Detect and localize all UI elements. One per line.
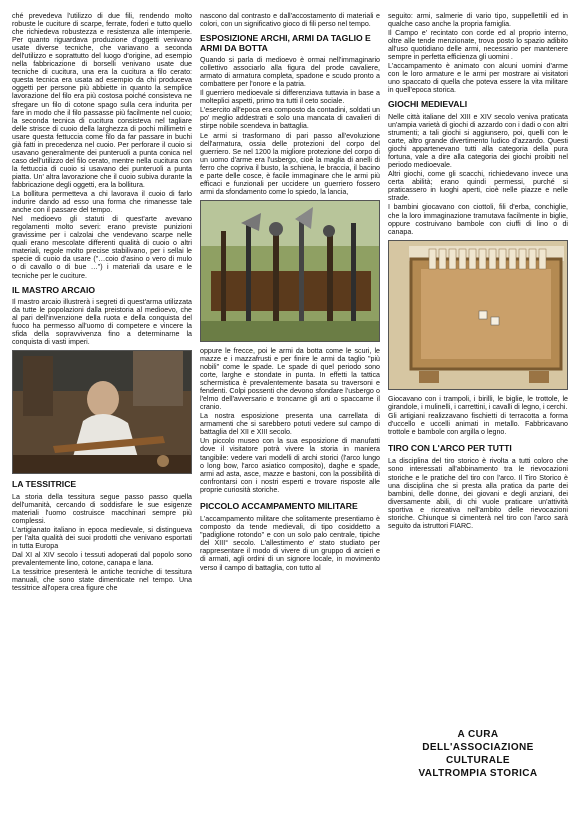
credit-line: A CURA: [457, 729, 499, 740]
archer-craftsman-illustration: [13, 351, 192, 474]
heading-tessitrice: LA TESSITRICE: [12, 479, 77, 490]
col3-intro: L'accampamento è animato con alcuni uomini d'arme con le loro armature e le armi per mostrare ai visitatori uno spaccato di quella che poteva essere la vita militare in quell'epoca storica.: [388, 62, 568, 95]
photo-weapons: [200, 200, 380, 342]
giochi-paragraph: Nelle città italiane del XIII e XIV secolo veniva praticata un'ampia varietà di giochi di azzardo con i dadi o con altri strumenti; a tali giochi si aggiunsero, poi, quelli con le carte, altro grande divertimento ludico d'azzardo. Questi giochi appartenevano tutti alla categoria della pura fortuna, vale a dire alla categoria dei giochi proibiti nel periodo medioevale.: [388, 112, 568, 170]
armi-continued: Un piccolo museo con la sua esposizione di manufatti dove il visitatore potrà vivere la storia in maniera tangibile: vedere vari modelli di archi storici (l'arco lungo o long bow, l'arco asiatico composito), daghe e spade, armi ad asta, asce, mazze e bastoni, con la possibilità di confrontarsi con i nostri esperti e trovare risposte alle proprie curiosità storiche.: [200, 437, 380, 494]
campo-paragraph: L'accampamento militare che solitamente presentiamo è composto da tende medievali, di tipo cosiddetto a "padiglione rotondo" e con un solo palo centrale, tipiche del XIII° secolo. L'allestimento e' stato studiato per rappresentare il modo di vivere di un gruppo di arcieri e di armati, agli ordini di un signore locale, in movimento verso il campo di battaglia, con tutto al: [200, 515, 380, 572]
col1-paragraph: Nel medioevo gli statuti di quest'arte avevano regolamenti molto severi: erano previste punizioni gravissime per i calzolai che vendevano scarpe nelle quali erano mescolate differenti qualità di cuoio o altri materiali, regole molto precise stabilivano, per i sellai le specie di cuoio da usare ("…coio d'asino o vero di mulo o di cavallo o di bue …") i materiali da usare e le tecniche per le cuciture.: [12, 215, 192, 280]
tessitrice-paragraph: La tessitrice presenterà le antiche tecniche di tessitura manuali, che sono state dimenticate nel tempo. Una tessitrice all'opera crea figure che: [12, 568, 192, 593]
armi-continued: La nostra esposizione presenta una carrellata di armamenti che si sarebbero potuti vedere sul campo di battaglia del XII e XIII secolo.: [200, 412, 380, 437]
wooden-game-board-illustration: [389, 241, 568, 390]
column-1: [12, 12, 192, 593]
armi-paragraph: L'esercito all'epoca era composto da contadini, soldati un po' meglio addestrati e solo una mancata di cavalieri di stirpe nobile scendeva in battaglia.: [200, 106, 380, 131]
giochi-continued: Giocavano con i trampoli, i birilli, le biglie, le trottole, le girandole, i mulinelli, i carrettini, i cavalli di legno, i cerchi.: [388, 394, 568, 411]
credit-line: DELL'ASSOCIAZIONE: [422, 742, 534, 753]
heading-tiro-con-arco: TIRO CON L'ARCO PER TUTTI: [388, 442, 512, 453]
photo-arcaio: [12, 350, 192, 474]
heading-esposizione-archi: ESPOSIZIONE ARCHI, ARMI DA TAGLIO E ARMI DA BOTTA: [200, 33, 371, 53]
column-2: [200, 12, 380, 573]
tessitrice-paragraph: La storia della tessitura segue passo passo quella dell'umanità, cercando di soddisfare le sue esigenze materiali l'uomo costruisce macchinari sempre più complessi.: [12, 492, 192, 525]
giochi-paragraph: I bambini giocavano con ciottoli, fili d'erba, conchiglie, che la loro immaginazione tramutava facilmente in biglie, oppure costruivano bambole con ciuffi di lino o di canapa.: [388, 203, 568, 236]
giochi-paragraph: Altri giochi, come gli scacchi, richiedevano invece una certa abilità; erano quindi permessi, purché si praticassero in luoghi aperti, cioè nelle piazze e nelle strade.: [388, 170, 568, 203]
tessitrice-paragraph: Dal XI al XIV secolo i tessuti adoperati dal popolo sono prevalentemente lino, cotone, canapa e lana.: [12, 551, 192, 568]
giochi-continued: Gli artigiani realizzavano fischietti di terracotta a forma d'uccello e uccelli animati in metallo. Fabbricavano trottole e bambole con argilla o legno.: [388, 411, 568, 436]
photo-games: [388, 240, 568, 390]
arcaio-text: Il mastro arcaio illustrerà i segreti di quest'arma utilizzata da tutte le popolazioni dalla preistoria al medioevo, che al pari dell'invenzione della ruota e della conquista del fuoco ha permesso all'uomo di competere e vincere la sfida della sopravvivenza fino a determinarne la conquista di vasti imperi.: [12, 298, 192, 347]
tessitrice-paragraph: L'artigianato italiano in epoca medievale, si distingueva per l'alta qualità dei suoi prodotti che venivano esportati in tutta Europa: [12, 526, 192, 551]
armi-paragraph: Le armi si trasformano di pari passo all'evoluzione dell'armatura, ossia delle protezioni del corpo del guerriero. Se nel 1200 la migliore protezione del corpo di un uomo d'arme era l'usbergo, cioè la maglia di anelli di ferro che copriva il busto, la schiena, le braccia, il bacino e parte delle cosce, è facile immaginare che le armi più efficaci e funzionali per uccidere un guerriero fossero armi da sfondamento come lo spiedo, la lancia,: [200, 131, 380, 196]
col3-intro: Il Campo e' recintato con corde ed al proprio interno, oltre alle tende menzionate, trova posto lo spazio adibito all'uso quotidiano delle armi, necessario per mantenere sempre in perfetta efficienza gli uomini .: [388, 29, 568, 62]
heading-piccolo-accampamento: PICCOLO ACCAMPAMENTO MILITARE: [200, 500, 358, 511]
col1-paragraph: La bollitura permetteva a chi lavorava il cuoio di farlo indurire dando ad esso una forma che rimanesse tale anche con il passare del tempo.: [12, 190, 192, 215]
armi-paragraph: Quando si parla di medioevo è ormai nell'immaginario collettivo associarlo alla figura del prode cavaliere, armato di armatura completa, spadone e scudo pronto a combattere per l'onore e la patria.: [200, 56, 380, 89]
col3-intro: seguito: armi, salmerie di vario tipo, suppellettili ed in qualche caso anche la propria famiglia.: [388, 12, 568, 29]
col1-paragraph: ché prevedeva l'utilizzo di due fili, rendendo molto robuste le cuciture di scarpe, ferrate, foderi e tutto quello che richiedeva robustezza e resistenza alle intemperie. Per quanto riguardava produzione d'oggetti venivano usate diverse tecniche, che variavano a seconda dell'utilizzo e soprattutto del luogo d'origine, ad esempio nella fabbricazione di borselli venivano usate due tecniche di cucitura, una era la cucitura a filo cerato: questa tecnica era usata ad esempio da chi produceva oggetti per persone più abbiette in quanto la semplice lavorazione del filo era più costosa poiché consisteva ne sfregare un filo di cotone spago sulla cera indurita per fare in modo che il filo passasse più facilmente nel cuoio; la seconda tecnica di cucitura consisteva nel tagliare delle strisce di cuoio della larghezza di pochi millimetri e usare questa fettuccia come filo da far passare in buchi già fatti in precedenza nel cuoio. Per perforare il cuoio si usavano generalmente dei punteruoli a punta conica nel caso dell'utilizzo del filo cerato, mentre nella cucitura con la fettuccia di cuoio si usavano dei punteruoli a punta piatta. Un' altra lavorazione che il cuoio subiva durante la fabbricazione degli oggetti, era la bollitura.: [12, 12, 192, 189]
heading-mastro-arcaio: IL MASTRO ARCAIO: [12, 284, 96, 295]
credit-line: CULTURALE: [446, 755, 510, 766]
armi-paragraph: Il guerriero medioevale si differenziava tuttavia in base a molteplici aspetti, primo tra tutti il ceto sociale.: [200, 89, 380, 106]
armi-continued: oppure le frecce, poi le armi da botta come le scuri, le mazze e i mazzafrusti e per finire le armi da taglio "più nobili" come le spade. Le spade di quel periodo sono corte, larghe e stondate in punta. In effetti la tattica schermistica è prevalentemente basata su traversoni e fendenti. Colpi possenti che devono sfondare l'usbergo o l'elmo dell'avversario e troncarne gli arti o spaccarne il cranio.: [200, 346, 380, 412]
weapons-rack-illustration: [201, 201, 380, 342]
credit-line: VALTROMPIA STORICA: [418, 768, 538, 779]
col2-intro: nascono dal contrasto e dall'accostamento di materiali e colori, con un significativo gioco di fili perso nel tempo.: [200, 12, 380, 29]
tiro-paragraph: La disciplina del tiro storico è rivolta a tutti coloro che sono interessati all'abbinamento tra le rievocazioni storiche e le pratiche del tiro con l'arco. Il Tiro Storico è una disciplina che si presta alla pratica da parte dei bambini, delle donne, dei giovani e degli anziani, dei diversamente abili, di chi vuole praticare un'attività sportiva e ricreativa nell'ambito delle rievocazioni storiche. Chiunque si cimenterà nel tiro con l'arco sarà seguito da istruttori FIARC.: [388, 457, 568, 530]
heading-giochi-medievali: GIOCHI MEDIEVALI: [388, 99, 468, 110]
credit-block: [388, 728, 568, 780]
column-3: [388, 12, 568, 531]
